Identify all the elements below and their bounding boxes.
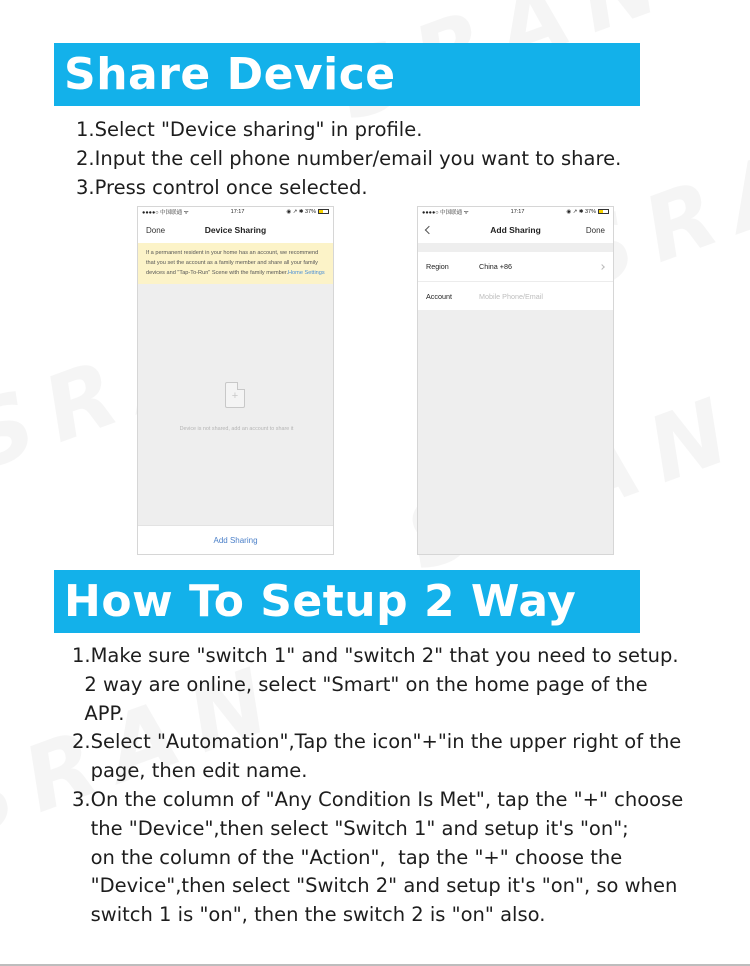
home-settings-link[interactable]: Home Settings <box>288 270 325 276</box>
share-steps-list <box>76 116 621 202</box>
empty-state-text: Device is not shared, add an account to share it <box>179 426 294 432</box>
setup-step: 2.Select "Automation",Tap the icon"+"in the upper right of the page, then edit name. <box>72 730 682 783</box>
battery-icon <box>318 209 329 214</box>
account-input[interactable]: Mobile Phone/Email <box>479 291 543 301</box>
chevron-right-icon <box>599 264 605 270</box>
share-device-title: Share Device <box>64 49 396 100</box>
nav-bar <box>418 217 613 243</box>
setup-banner <box>54 570 640 633</box>
device-sharing-screen <box>137 206 334 555</box>
share-device-banner <box>54 43 640 106</box>
nav-bar <box>138 217 333 243</box>
clock: 17:17 <box>510 209 525 215</box>
carrier-signal: ●●●●○ 中国联通 ᯤ <box>422 210 469 216</box>
form-separator <box>418 243 613 252</box>
notice-text: If a permanent resident in your home has an account, we recommend that you set the account as a family member and share all your family devices and "Tap-To-Run" Scene with the family member. <box>146 250 319 276</box>
back-chevron-icon[interactable] <box>425 226 433 234</box>
battery-status: ◉ ↗ ✱ 37% <box>286 209 329 215</box>
setup-steps-list <box>72 642 683 930</box>
region-row[interactable] <box>418 252 613 281</box>
family-notice <box>138 243 333 284</box>
add-document-icon: + <box>225 382 245 408</box>
region-label: Region <box>426 262 449 271</box>
screen-title: Add Sharing <box>490 225 541 235</box>
account-row[interactable] <box>418 281 613 310</box>
carrier-signal: ●●●●○ 中国联通 ᯤ <box>142 210 189 216</box>
empty-state <box>138 294 334 526</box>
done-button[interactable]: Done <box>146 225 166 235</box>
battery-status: ◉ ↗ ✱ 37% <box>566 209 609 215</box>
share-step: 3.Press control once selected. <box>76 175 368 199</box>
share-step: 2.Input the cell phone number/email you want to share. <box>76 146 622 170</box>
done-button[interactable]: Done <box>585 225 605 235</box>
account-label: Account <box>426 291 452 301</box>
setup-title: How To Setup 2 Way <box>64 576 577 627</box>
add-sharing-screen <box>417 206 614 555</box>
status-bar <box>138 207 333 217</box>
setup-step: 1.Make sure "switch 1" and "switch 2" that you need to setup. 2 way are online, select "Smart" on the home page of the APP. <box>72 644 679 725</box>
region-value: China +86 <box>479 262 512 271</box>
setup-step: 3.On the column of "Any Condition Is Met", tap the "+" choose the "Device",then select "Switch 1" and setup it's "on"; on the column of the "Action", tap the "+" choose the "Device",then select "Switch 2" and setup it's "on", so when switch 1 is "on", then the switch 2 is "on" also. <box>72 787 684 927</box>
share-step: 1.Select "Device sharing" in profile. <box>76 118 423 141</box>
screen-title: Device Sharing <box>204 225 267 235</box>
battery-icon <box>598 209 609 214</box>
status-bar <box>418 207 613 217</box>
add-sharing-button[interactable]: Add Sharing <box>138 525 333 554</box>
clock: 17:17 <box>230 209 245 215</box>
